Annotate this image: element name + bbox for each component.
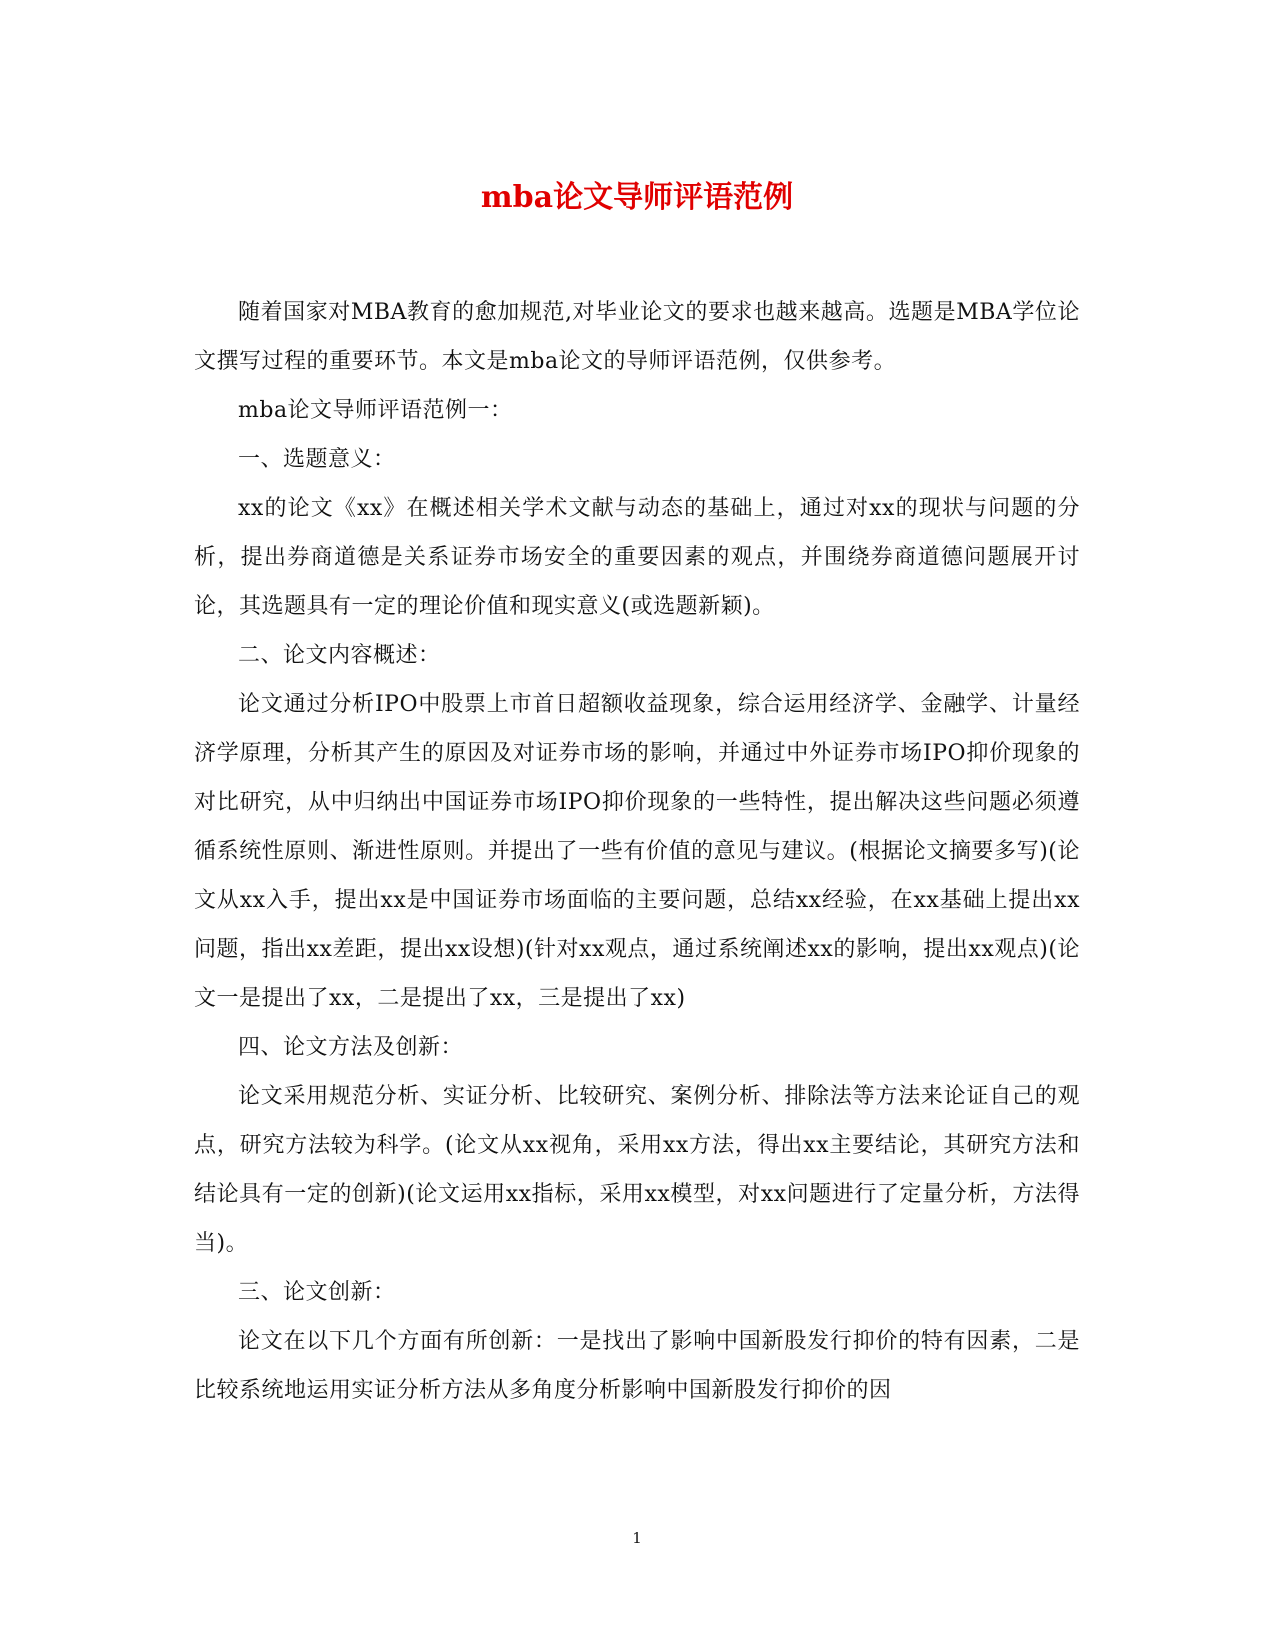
intro-paragraph: 随着国家对MBA教育的愈加规范,对毕业论文的要求也越来越高。选题是MBA学位论文撰写过程的重要环节。本文是mba论文的导师评语范例，仅供参考。 — [194, 300, 1080, 374]
section-heading-innovation: 三、论文创新： — [238, 1280, 396, 1305]
section-heading-topic-significance: 一、选题意义： — [238, 447, 396, 472]
document-title: mba论文导师评语范例 — [480, 180, 794, 215]
section-heading-methods-innovation: 四、论文方法及创新： — [238, 1035, 464, 1060]
innovation-paragraph: 论文在以下几个方面有所创新：一是找出了影响中国新股发行抑价的特有因素，二是比较系统地运用实证分析方法从多角度分析影响中国新股发行抑价的因 — [194, 1329, 1080, 1403]
section-heading-content-overview: 二、论文内容概述： — [238, 643, 441, 668]
example-heading: mba论文导师评语范例一： — [238, 398, 513, 423]
content-overview-paragraph: 论文通过分析IPO中股票上市首日超额收益现象，综合运用经济学、金融学、计量经济学原理，分析其产生的原因及对证券市场的影响，并通过中外证券市场IPO抑价现象的对比研究，从中归纳出中国证券市场IPO抑价现象的一些特性，提出解决这些问题必须遵循系统性原则、渐进性原则。并提出了一些有价值的意见与建议。(根据论文摘要多写)(论文从xx入手，提出xx是中国证券市场面临的主要问题，总结xx经验，在xx基础上提出xx问题，指出xx差距，提出xx设想)(针对xx观点，通过系统阐述xx的影响，提出xx观点)(论文一是提出了xx，二是提出了xx，三是提出了xx) — [194, 692, 1080, 1011]
topic-significance-paragraph: xx的论文《xx》在概述相关学术文献与动态的基础上，通过对xx的现状与问题的分析，提出券商道德是关系证券市场安全的重要因素的观点，并围绕券商道德问题展开讨论，其选题具有一定的理论价值和现实意义(或选题新颖)。 — [194, 496, 1080, 619]
document-body — [194, 288, 1080, 1415]
page-number: 1 — [632, 1529, 642, 1547]
methods-innovation-paragraph: 论文采用规范分析、实证分析、比较研究、案例分析、排除法等方法来论证自己的观点，研究方法较为科学。(论文从xx视角，采用xx方法，得出xx主要结论，其研究方法和结论具有一定的创新)(论文运用xx指标，采用xx模型，对xx问题进行了定量分析，方法得当)。 — [194, 1084, 1080, 1256]
